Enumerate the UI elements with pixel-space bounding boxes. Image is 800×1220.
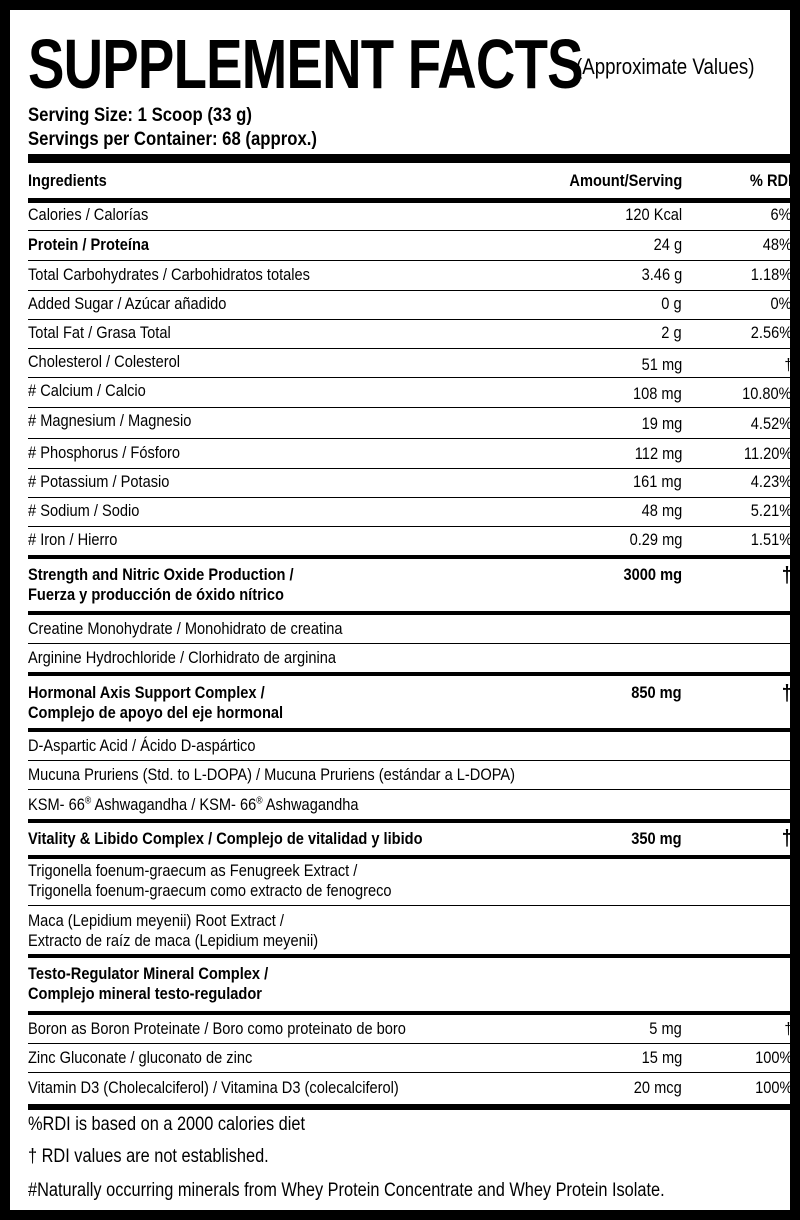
section-title-line: Complejo de apoyo del eje hormonal bbox=[28, 703, 284, 722]
row-divider bbox=[28, 290, 792, 291]
section-title-line: Strength and Nitric Oxide Production / bbox=[28, 565, 294, 584]
subtitle: (Approximate Values) bbox=[576, 54, 755, 79]
row-amount: 19 mg bbox=[641, 414, 682, 433]
footnote-rdi-basis: %RDI is based on a 2000 calories diet bbox=[28, 1114, 306, 1135]
ingredient-line: Trigonella foenum-graecum como extracto de fenogreco bbox=[28, 881, 392, 900]
row-rdi: 2.56% bbox=[750, 323, 792, 342]
row-rdi: 1.51% bbox=[750, 530, 792, 549]
ingredient-name: D-Aspartic Acid / Ácido D-aspártico bbox=[28, 736, 256, 755]
row-name: # Potassium / Potasio bbox=[28, 472, 170, 491]
section-amount: 350 mg bbox=[631, 829, 682, 848]
ksm-text: Ashwagandha bbox=[262, 795, 359, 814]
section-title bbox=[28, 565, 294, 605]
row-name: Calories / Calorías bbox=[28, 205, 149, 224]
row-name: Zinc Gluconate / gluconato de zinc bbox=[28, 1048, 253, 1067]
registered-mark: ® bbox=[256, 795, 263, 807]
list-item bbox=[28, 911, 792, 951]
section-strength-header bbox=[28, 562, 792, 607]
ksm-text: Ashwagandha / KSM- 66 bbox=[91, 795, 257, 814]
section-divider bbox=[28, 1011, 792, 1015]
row-rdi: 4.23% bbox=[750, 472, 792, 491]
row-divider bbox=[28, 760, 792, 761]
section-title-line: Hormonal Axis Support Complex / bbox=[28, 683, 265, 702]
section-rdi: † bbox=[781, 680, 792, 705]
row-amount: 0.29 mg bbox=[629, 530, 682, 549]
row-rdi: 6% bbox=[770, 205, 792, 224]
section-amount: 850 mg bbox=[631, 683, 682, 702]
section-hormonal-header bbox=[28, 680, 792, 725]
row-rdi: 5.21% bbox=[750, 501, 792, 520]
section-divider bbox=[28, 611, 792, 615]
section-divider bbox=[28, 728, 792, 732]
row-divider bbox=[28, 526, 792, 527]
registered-mark: ® bbox=[84, 795, 92, 807]
footnote-naturally-occurring: #Naturally occurring minerals from Whey Protein Concentrate and Whey Protein Isolate. bbox=[28, 1180, 665, 1201]
row-amount: 161 mg bbox=[633, 472, 682, 491]
footnote-dagger: † RDI values are not established. bbox=[28, 1146, 269, 1167]
ingredient-name: Arginine Hydrochloride / Clorhidrato de arginina bbox=[28, 648, 337, 667]
row-divider bbox=[28, 348, 792, 349]
section-divider bbox=[28, 555, 792, 559]
servings-per-container: Servings per Container: 68 (approx.) bbox=[28, 129, 317, 150]
row-divider bbox=[28, 438, 792, 439]
row-name: # Phosphorus / Fósforo bbox=[28, 443, 180, 462]
section-title-line: Testo-Regulator Mineral Complex / bbox=[28, 964, 269, 983]
row-divider bbox=[28, 789, 792, 790]
ingredient-name bbox=[28, 911, 318, 951]
row-name: # Iron / Hierro bbox=[28, 530, 118, 549]
row-divider bbox=[28, 377, 792, 378]
row-rdi: 1.18% bbox=[750, 265, 792, 284]
section-title-line: Fuerza y producción de óxido nítrico bbox=[28, 585, 284, 604]
row-divider bbox=[28, 1043, 792, 1044]
row-amount: 0 g bbox=[661, 294, 682, 313]
row-name: # Calcium / Calcio bbox=[28, 381, 146, 400]
row-rdi: 100% bbox=[754, 1078, 792, 1097]
page-title: SUPPLEMENT FACTS bbox=[28, 25, 583, 103]
ingredient-line: Trigonella foenum-graecum as Fenugreek Extract / bbox=[28, 861, 358, 880]
ksm-text: KSM- 66 bbox=[28, 795, 85, 814]
section-title: Vitality & Libido Complex / Complejo de vitalidad y libido bbox=[28, 829, 423, 848]
row-divider bbox=[28, 643, 792, 644]
ingredient-line: Extracto de raíz de maca (Lepidium meyenii) bbox=[28, 931, 319, 950]
section-divider bbox=[28, 954, 792, 958]
section-rdi: † bbox=[781, 562, 792, 587]
section-testo-header bbox=[28, 964, 792, 1006]
ingredient-line: Maca (Lepidium meyenii) Root Extract / bbox=[28, 911, 284, 930]
row-name: Vitamin D3 (Cholecalciferol) / Vitamina D3 (colecalciferol) bbox=[28, 1078, 399, 1097]
thick-divider bbox=[28, 1104, 792, 1110]
row-rdi: 100% bbox=[754, 1048, 792, 1067]
row-amount: 5 mg bbox=[649, 1019, 682, 1038]
row-name: # Sodium / Sodio bbox=[28, 501, 140, 520]
section-divider bbox=[28, 672, 792, 676]
ingredient-name bbox=[28, 861, 392, 901]
section-divider bbox=[28, 819, 792, 823]
row-name: # Magnesium / Magnesio bbox=[28, 411, 192, 430]
row-name: Protein / Proteína bbox=[28, 235, 150, 254]
row-divider bbox=[28, 497, 792, 498]
row-rdi: 0% bbox=[770, 294, 792, 313]
section-title bbox=[28, 964, 268, 1004]
row-amount: 120 Kcal bbox=[625, 205, 682, 224]
section-title bbox=[28, 683, 283, 723]
row-divider bbox=[28, 407, 792, 408]
header-divider bbox=[28, 198, 792, 203]
row-name: Cholesterol / Colesterol bbox=[28, 352, 180, 371]
row-name: Total Carbohydrates / Carbohidratos totales bbox=[28, 265, 310, 284]
row-rdi: † bbox=[783, 355, 792, 374]
row-amount: 51 mg bbox=[641, 355, 682, 374]
row-name: Total Fat / Grasa Total bbox=[28, 323, 171, 342]
ingredient-name: Creatine Monohydrate / Monohidrato de creatina bbox=[28, 619, 343, 638]
row-amount: 108 mg bbox=[633, 384, 682, 403]
ingredient-name: Mucuna Pruriens (Std. to L-DOPA) / Mucuna Pruriens (estándar a L-DOPA) bbox=[28, 765, 515, 784]
header-rdi: % RDI bbox=[749, 171, 792, 190]
row-amount: 3.46 g bbox=[641, 265, 682, 284]
row-rdi: † bbox=[783, 1019, 792, 1038]
row-rdi: 11.20% bbox=[743, 444, 792, 463]
row-amount: 24 g bbox=[653, 235, 682, 254]
row-divider bbox=[28, 319, 792, 320]
row-rdi: 10.80% bbox=[742, 384, 792, 403]
section-title-line: Complejo mineral testo-regulador bbox=[28, 984, 262, 1003]
row-rdi: 48% bbox=[762, 235, 792, 254]
ingredient-name bbox=[28, 795, 358, 815]
header-ingredients: Ingredients bbox=[28, 171, 107, 190]
row-divider bbox=[28, 468, 792, 469]
row-amount: 48 mg bbox=[641, 501, 682, 520]
section-divider bbox=[28, 855, 792, 859]
thick-divider bbox=[28, 154, 792, 163]
row-divider bbox=[28, 230, 792, 231]
row-amount: 112 mg bbox=[634, 444, 682, 463]
serving-size: Serving Size: 1 Scoop (33 g) bbox=[28, 105, 252, 126]
row-divider bbox=[28, 905, 792, 906]
row-divider bbox=[28, 260, 792, 261]
row-divider bbox=[28, 1072, 792, 1073]
row-name: Added Sugar / Azúcar añadido bbox=[28, 294, 227, 313]
header-amount: Amount/Serving bbox=[569, 171, 682, 190]
row-name: Boron as Boron Proteinate / Boro como proteinato de boro bbox=[28, 1019, 406, 1038]
row-amount: 20 mcg bbox=[634, 1078, 682, 1097]
list-item bbox=[28, 861, 792, 901]
section-rdi: † bbox=[781, 825, 792, 850]
row-amount: 2 g bbox=[661, 323, 682, 342]
row-amount: 15 mg bbox=[641, 1048, 682, 1067]
row-rdi: 4.52% bbox=[750, 414, 792, 433]
section-amount: 3000 mg bbox=[623, 565, 682, 584]
